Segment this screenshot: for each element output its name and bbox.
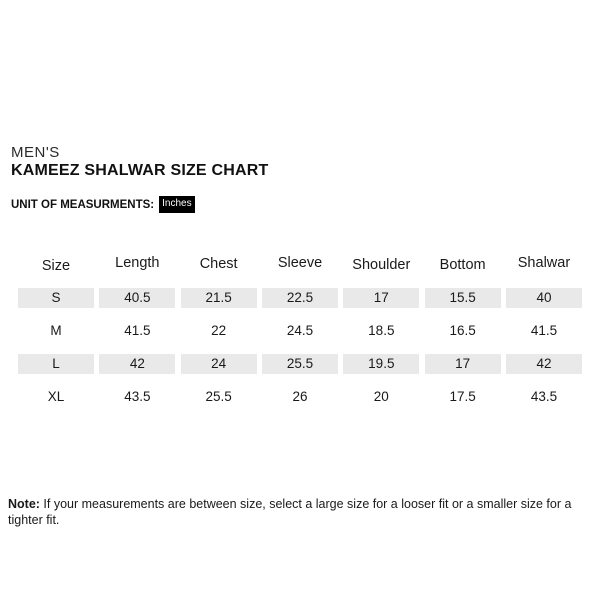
table-cell: 42	[506, 354, 582, 374]
table-cell: 17	[425, 354, 501, 374]
note-text: If your measurements are between size, select a large size for a looser fit or a smaller size for a tighter fit.	[8, 497, 572, 527]
table-cell: 41.5	[530, 323, 558, 338]
table-cell: 22.5	[262, 288, 338, 308]
table-cell: 19.5	[343, 354, 419, 374]
table-cell: 41.5	[124, 323, 151, 338]
column-header-sleeve: Sleeve	[277, 255, 323, 271]
unit-label: UNIT OF MEASURMENTS:	[11, 198, 155, 211]
table-cell: 15.5	[425, 288, 501, 308]
table-cell: 24.5	[286, 323, 314, 338]
table-cell: 26	[292, 389, 308, 404]
table-cell: 25.5	[205, 389, 232, 404]
table-header	[18, 250, 582, 278]
table-row	[18, 387, 582, 407]
table-row	[18, 354, 582, 374]
table-cell: 18.5	[368, 323, 395, 338]
table-cell: M	[50, 323, 62, 338]
column-header-shoulder: Shoulder	[352, 257, 411, 273]
table-cell: 40	[506, 288, 582, 308]
table-cell: 43.5	[124, 389, 151, 404]
table-cell: 17	[343, 288, 419, 308]
table-cell: 16.5	[449, 323, 476, 338]
table-cell: 42	[99, 354, 175, 374]
size-table	[18, 250, 582, 420]
column-header-chest: Chest	[199, 256, 238, 272]
fit-note	[8, 496, 594, 528]
table-cell: XL	[47, 389, 65, 404]
chart-title: KAMEEZ SHALWAR SIZE CHART	[11, 162, 269, 179]
table-cell: 17.5	[449, 389, 476, 404]
table-cell: 40.5	[99, 288, 175, 308]
table-row	[18, 321, 582, 341]
table-cell: 24	[181, 354, 257, 374]
table-cell: 22	[211, 323, 227, 338]
chart-subtitle: MEN'S	[11, 144, 60, 161]
table-cell: 25.5	[262, 354, 338, 374]
unit-row	[11, 196, 195, 213]
note-label: Note:	[8, 497, 40, 511]
table-body	[18, 288, 582, 407]
table-cell: 20	[373, 389, 389, 404]
table-cell: L	[18, 354, 94, 374]
table-row	[18, 288, 582, 308]
column-header-bottom: Bottom	[439, 257, 486, 273]
table-cell: S	[18, 288, 94, 308]
column-header-length: Length	[115, 255, 160, 271]
table-cell: 21.5	[181, 288, 257, 308]
column-header-size: Size	[41, 258, 71, 274]
unit-badge: Inches	[159, 196, 194, 213]
table-cell: 43.5	[530, 389, 558, 404]
column-header-shalwar: Shalwar	[517, 255, 571, 271]
